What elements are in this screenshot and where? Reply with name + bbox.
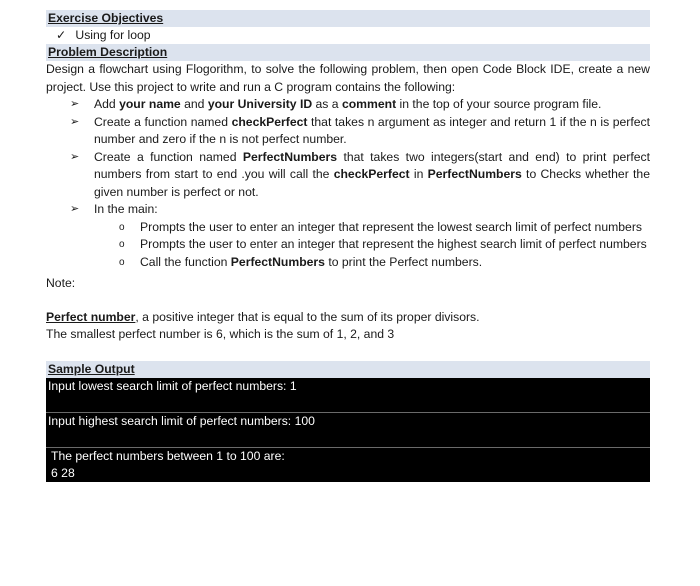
arrow-bullet-icon: ➢	[70, 98, 80, 110]
console-line: Input lowest search limit of perfect numbers: 1	[48, 379, 297, 393]
sub-bullet-call: o Call the function PerfectNumbers to print the Perfect numbers.	[46, 254, 650, 272]
problem-intro: Design a flowchart using Flogorithm, to solve the following problem, then open Code Block IDE, create a new project. Use this project to write and run a C program contains the following:	[46, 62, 650, 94]
note-label: Note:	[46, 276, 76, 290]
console-line: Input highest search limit of perfect numbers: 100	[46, 412, 650, 430]
objective-item	[46, 27, 650, 44]
check-mark-icon: ✓	[56, 28, 67, 42]
bullet-main: ➢ In the main:	[46, 201, 650, 219]
objective-text: Using for loop	[75, 28, 151, 42]
sample-output-console	[46, 378, 650, 482]
arrow-bullet-icon: ➢	[70, 150, 80, 163]
problem-heading-bar	[46, 44, 650, 61]
console-line: The perfect numbers between 1 to 100 are:	[46, 447, 650, 465]
problem-heading: Problem Description	[48, 45, 168, 59]
objectives-heading: Exercise Objectives	[48, 11, 164, 25]
console-line: 6 28	[51, 466, 75, 480]
bullet-perfect-numbers: ➢ Create a function named PerfectNumbers that takes two integers(start and end) to print perfect numbers from start to end .you will call the checkPerfect in PerfectNumbers to Checks whether the given number is perfect or not.	[70, 149, 650, 199]
sample-heading: Sample Output	[48, 362, 135, 376]
circle-bullet-icon: o	[119, 221, 125, 233]
sub-bullet-highest: o Prompts the user to enter an integer that represent the highest search limit of perfect numbers	[46, 236, 650, 254]
exercise-document	[46, 10, 650, 482]
perfect-number-definition: Perfect number, a positive integer that is equal to the sum of its proper divisors.	[46, 310, 480, 324]
objectives-heading-bar	[46, 10, 650, 27]
console-blank-line	[46, 395, 650, 412]
circle-bullet-icon: o	[119, 239, 125, 250]
perfect-number-example: The smallest perfect number is 6, which is the sum of 1, 2, and 3	[46, 327, 395, 341]
arrow-bullet-icon: ➢	[70, 115, 80, 128]
circle-bullet-icon: o	[119, 256, 125, 268]
sub-bullet-lowest: o Prompts the user to enter an integer that represent the lowest search limit of perfect numbers	[46, 219, 650, 237]
arrow-bullet-icon: ➢	[70, 203, 80, 215]
console-blank-line	[46, 430, 650, 447]
bullet-add-name: ➢ Add your name and your University ID as a comment in the top of your source program file.	[46, 96, 650, 114]
sample-heading-bar	[46, 361, 650, 378]
perfect-number-term: Perfect number	[46, 310, 136, 324]
bullet-check-perfect: ➢ Create a function named checkPerfect that takes n argument as integer and return 1 if the n is perfect number and zero if the n is not perfect number.	[70, 114, 650, 146]
